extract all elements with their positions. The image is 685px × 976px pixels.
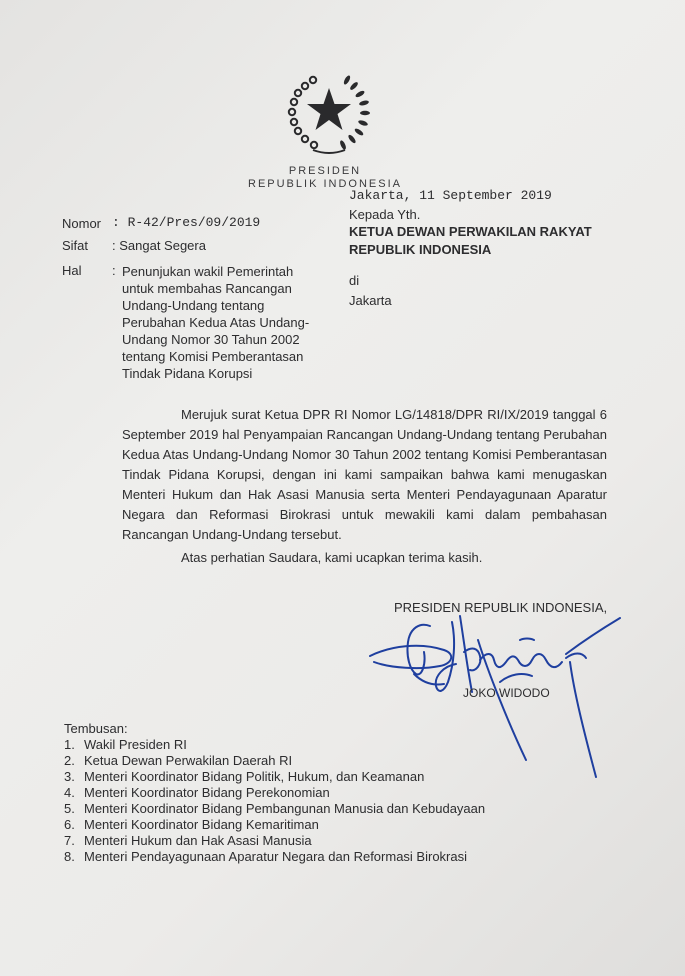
sifat-value: : Sangat Segera (112, 238, 206, 253)
list-item-text: Menteri Hukum dan Hak Asasi Manusia (84, 833, 312, 848)
list-item (64, 737, 485, 753)
list-item-number: 2. (64, 753, 75, 768)
signatory-title: PRESIDEN REPUBLIK INDONESIA, (394, 600, 608, 615)
list-item-number: 8. (64, 849, 75, 864)
list-item-text: Menteri Koordinator Bidang Kemaritiman (84, 817, 319, 832)
list-item (64, 801, 485, 817)
list-item-number: 5. (64, 801, 75, 816)
subject-text (122, 263, 347, 382)
subject-line: Perubahan Kedua Atas Undang- (122, 315, 310, 330)
place-date: Jakarta, 11 September 2019 (349, 188, 552, 203)
list-item-number: 7. (64, 833, 75, 848)
list-item-number: 6. (64, 817, 75, 832)
list-item-number: 1. (64, 737, 75, 752)
nomor-value: : R-42/Pres/09/2019 (112, 215, 261, 230)
sifat-label: Sifat (62, 238, 89, 253)
recipient-city: Jakarta (349, 293, 392, 308)
list-item-text: Wakil Presiden RI (84, 737, 187, 752)
letterhead-line-1: PRESIDEN (288, 165, 362, 177)
list-item (64, 785, 485, 801)
subject-line: Tindak Pidana Korupsi (122, 366, 253, 381)
nomor-label: Nomor (62, 216, 102, 231)
subject-line: Penunjukan wakil Pemerintah (122, 264, 294, 279)
presidential-seal-icon (283, 66, 375, 158)
list-item-text: Menteri Pendayagunaan Aparatur Negara dan Reformasi Birokrasi (84, 849, 467, 864)
recipient-salutation: Kepada Yth. (349, 207, 421, 222)
list-item (64, 833, 485, 849)
list-item-text: Menteri Koordinator Bidang Perekonomian (84, 785, 330, 800)
list-item-text: Ketua Dewan Perwakilan Daerah RI (84, 753, 293, 768)
list-item (64, 817, 485, 833)
list-item-number: 3. (64, 769, 75, 784)
hal-label: Hal (62, 263, 82, 278)
cc-list (64, 737, 485, 865)
recipient-name: KETUA DEWAN PERWAKILAN RAKYAT REPUBLIK INDONESIA (349, 224, 592, 257)
list-item-text: Menteri Koordinator Bidang Pembangunan Manusia dan Kebudayaan (84, 801, 486, 816)
subject-line: Undang-Undang tentang (122, 298, 265, 313)
subject-line: tentang Komisi Pemberantasan (122, 349, 304, 364)
letterhead-line-2: REPUBLIK INDONESIA (248, 178, 402, 190)
subject-line: untuk membahas Rancangan (122, 281, 292, 296)
cc-title: Tembusan: (64, 721, 128, 736)
list-item (64, 849, 485, 865)
letter-body: Merujuk surat Ketua DPR RI Nomor LG/14818/DPR RI/IX/2019 tanggal 6 September 2019 hal Penyampaian Rancangan Undang-Undang tentang Perubahan Kedua Atas Undang-Undang Nomor 30 Tahun 2002 tentang Komisi Pemberantasan Tindak Pidana Korupsi, dengan ini kami sampaikan bahwa kami menugaskan Menteri Hukum dan Hak Asasi Manusia serta Menteri Pendayagunaan Aparatur Negara dan Reformasi Birokrasi untuk mewakili kami dalam pembahasan Rancangan Undang-Undang tersebut. (122, 407, 607, 542)
recipient-di: di (349, 273, 360, 288)
list-item-number: 4. (64, 785, 75, 800)
list-item (64, 769, 485, 785)
subject-line: Undang Nomor 30 Tahun 2002 (122, 332, 300, 347)
signatory-name: JOKO WIDODO (463, 686, 550, 700)
hal-colon: : (112, 263, 116, 278)
list-item (64, 753, 485, 769)
closing-text: Atas perhatian Saudara, kami ucapkan terima kasih. (181, 550, 483, 565)
list-item-text: Menteri Koordinator Bidang Politik, Hukum, dan Keamanan (84, 769, 425, 784)
